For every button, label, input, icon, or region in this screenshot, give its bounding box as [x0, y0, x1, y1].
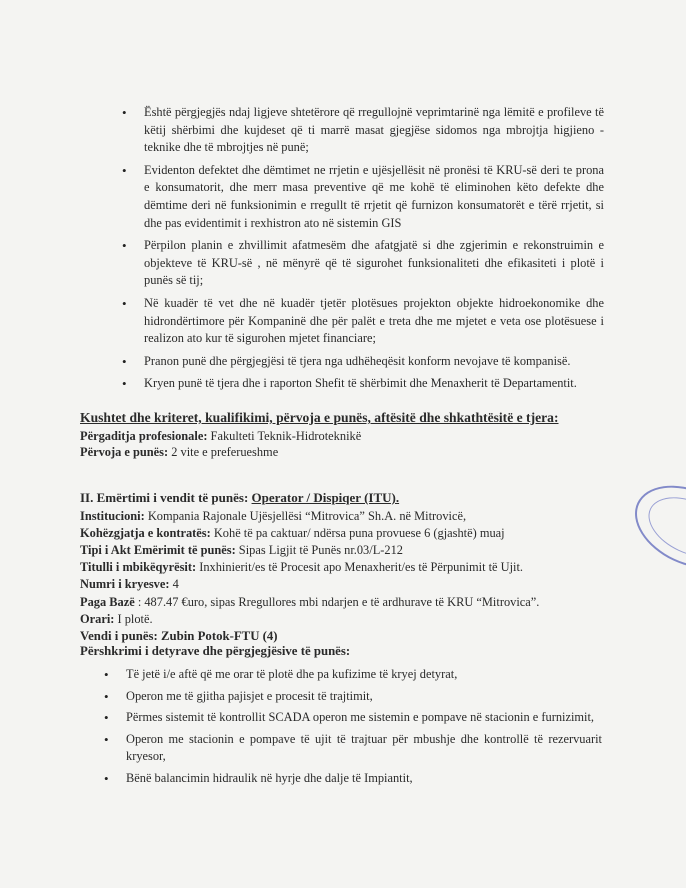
appointment-type-value: Sipas Ligjit të Punës nr.03/L-212	[235, 543, 403, 557]
institution-label: Institucioni:	[80, 509, 145, 523]
appointment-type-label: Tipi i Akt Emërimit të punës:	[80, 543, 236, 557]
criteria-heading: Kushtet dhe kriteret, kualifikimi, përvoja e punës, aftësitë dhe shkathtësitë e tjera:	[80, 410, 559, 425]
education-label: Përgaditja profesionale:	[80, 429, 208, 443]
schedule-label: Orari:	[80, 612, 115, 626]
list-item: • Përpilon planin e zhvillimit afatmesëm dhe afatgjatë si dhe zgjerimin e rekonstruimin e objekteve të KRU-së , në mënyrë që të sigurohet funksionaliteti dhe efikasiteti i plotë i punës së tij;	[118, 237, 604, 290]
supervisor-line	[80, 559, 523, 575]
list-item: • Kryen punë të tjera dhe i raporton Shefit të shërbimit dhe Menaxherit të Departamentit.	[118, 375, 604, 393]
salary-line	[80, 594, 539, 610]
contract-line	[80, 525, 505, 541]
schedule-value: I plotë.	[114, 612, 153, 626]
duties-list-bottom	[100, 666, 602, 792]
supervisor-value: Inxhinierit/es të Procesit apo Menaxherit/es të Përpunimit të Ujit.	[196, 560, 524, 574]
position-title-label: II. Emërtimi i vendit të punës:	[80, 490, 252, 505]
stamp-inner-ring	[639, 485, 686, 569]
list-item: • Operon me të gjitha pajisjet e procesit të trajtimit,	[100, 688, 602, 706]
position-title-line	[80, 490, 399, 506]
position-title-value: Operator / Dispiqer (ITU).	[251, 490, 400, 505]
count-line	[80, 576, 179, 592]
duties-list-top	[118, 104, 604, 398]
count-label: Numri i kryesve:	[80, 577, 170, 591]
education-value: Fakulteti Teknik-Hidroteknikë	[207, 429, 362, 443]
salary-label: Paga Bazë	[80, 595, 135, 609]
list-item: • Përmes sistemit të kontrollit SCADA operon me sistemin e pompave në stacionin e furnizimit,	[100, 709, 602, 727]
institution-value: Kompania Rajonale Ujësjellësi “Mitrovica” Sh.A. në Mitrovicë,	[144, 509, 467, 523]
count-value: 4	[169, 577, 179, 591]
list-item: • Operon me stacionin e pompave të ujit të trajtuar për mbushje dhe kontrollë të rezervuarit kryesor,	[100, 731, 602, 766]
education-line	[80, 428, 361, 444]
list-item: • Është përgjegjës ndaj ligjeve shtetërore që rregullojnë veprimtarinë nga lëmitë e profileve të këtij shërbimi dhe kujdeset që ti marrë masat gjegjëse sidomos nga mbrojtja higjieno - teknike dhe të mbrojtjes në punë;	[118, 104, 604, 157]
contract-label: Kohëzgjatja e kontratës:	[80, 526, 211, 540]
official-stamp	[622, 469, 686, 584]
schedule-line	[80, 611, 153, 627]
experience-line	[80, 444, 278, 460]
salary-value: : 487.47 €uro, sipas Rregullores mbi ndarjen e të ardhurave të KRU “Mitrovica”.	[134, 595, 540, 609]
location-line: Vendi i punës: Zubin Potok-FTU (4)	[80, 629, 278, 643]
institution-line	[80, 508, 466, 524]
list-item: • Evidenton defektet dhe dëmtimet ne rrjetin e ujësjellësit në pronësi të KRU-së deri te prona e konsumatorit, dhe merr masa preventive që me kohë të eliminohen këto defekte dhe dëmtime deri në funksionimin e rregullt të rrjetit që furnizon konsumatorët e tërë rrjetit, si dhe pas evidentimit i rexhistron ato në sistemin GIS	[118, 162, 604, 232]
list-item: • Në kuadër të vet dhe në kuadër tjetër plotësues projekton objekte hidroekonomike dhe hidrondërtimore për Kompaninë dhe për palët e treta dhe me mjetet e veta ose plotësuese i realizon ato kur të sigurohen mjetet financiare;	[118, 295, 604, 348]
experience-label: Përvoja e punës:	[80, 445, 169, 459]
contract-value: Kohë të pa caktuar/ ndërsa puna provuese 6 (gjashtë) muaj	[210, 526, 505, 540]
appointment-type-line	[80, 542, 403, 558]
list-item: • Të jetë i/e aftë që me orar të plotë dhe pa kufizime të kryej detyrat,	[100, 666, 602, 684]
supervisor-label: Titulli i mbikëqyrësit:	[80, 560, 197, 574]
list-item: • Pranon punë dhe përgjegjësi të tjera nga udhëheqësit konform nevojave të kompanisë.	[118, 353, 604, 371]
experience-value: 2 vite e preferueshme	[168, 445, 279, 459]
duties-heading: Përshkrimi i detyrave dhe përgjegjësive të punës:	[80, 644, 351, 658]
list-item: • Bënë balancimin hidraulik në hyrje dhe dalje të Impiantit,	[100, 770, 602, 788]
